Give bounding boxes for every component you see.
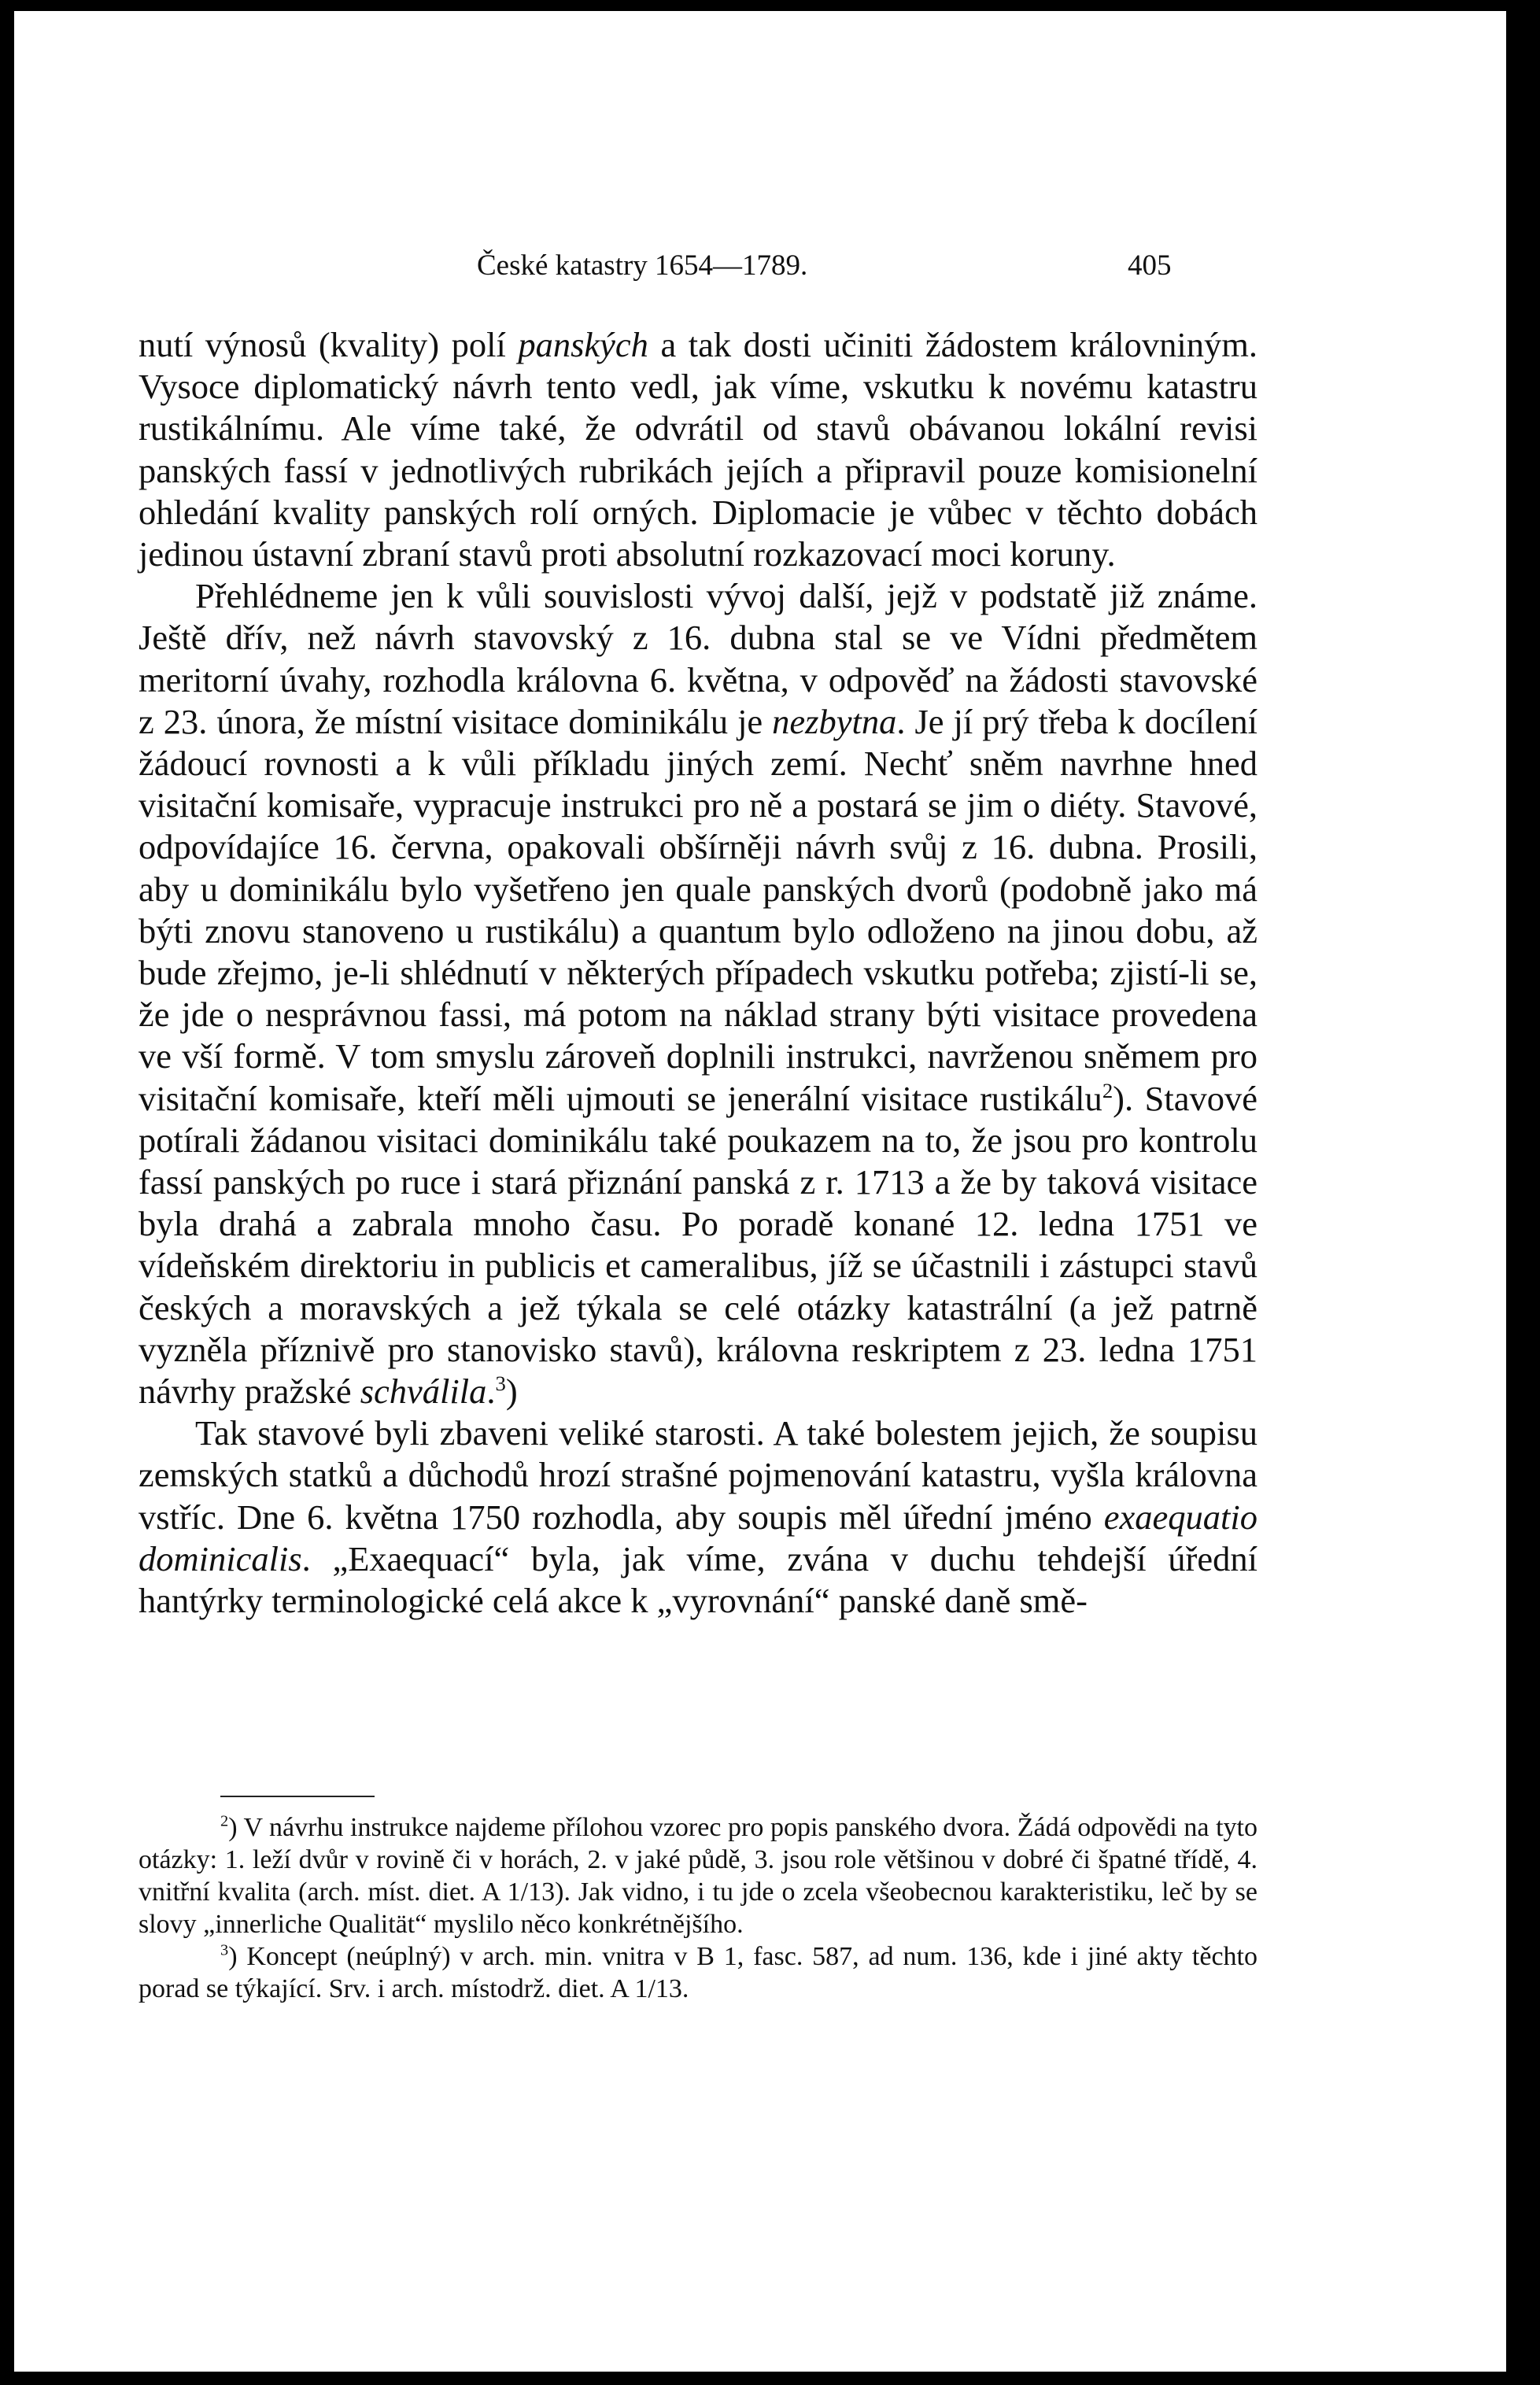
- italic-term: exaequatio dominicalis: [138, 1497, 1257, 1578]
- footnotes: [138, 1811, 1257, 2005]
- text-run: ). Stavové potírali žádanou visitaci dominikálu také poukazem na to, že jsou pro kontrolu fassí panských po ruce i stará přiznání panská z r. 1713 a že by taková visitace byla drahá a zabrala mnoho času. Po poradě konané 12. ledna 1751 ve vídeňském direktoriu in publicis et cameralibus, jíž se účastnili i zástupci stavů českých a moravských a jež týkala se celé otázky katastrální (a jež patrně vyzněla příznivě pro stanovisko stavů), královna reskriptem z 23. ledna 1751 návrhy pražské: [138, 1078, 1258, 1412]
- footnote-mark: 3: [220, 1941, 229, 1959]
- footnote-mark: 2: [220, 1812, 229, 1830]
- footnote-ref: 3: [495, 1372, 506, 1396]
- text-run: Přehlédneme jen k vůli souvislosti vývoj další, jejž v podstatě již známe. Ještě dřív, než návrh stavovský z 16. dubna stal se ve Vídni předmětem meritorní úvahy, rozhodla královna 6. května, v odpověď na žádosti stavovské z 23. února, že místní visitace dominikálu je: [138, 576, 1257, 741]
- running-head: České katastry 1654—1789.: [477, 249, 808, 282]
- footnote-text: ) Koncept (neúplný) v arch. min. vnitra v B 1, fasc. 587, ad num. 136, kde i jiné akty těchto porad se týkající. Srv. i arch. místodrž. diet. A 1/13.: [138, 1942, 1257, 2003]
- text-run: .: [486, 1372, 496, 1412]
- italic-term: nezbytna: [772, 701, 897, 741]
- paragraph-2: [138, 575, 1257, 1412]
- footnote-text: ) V návrhu instrukce najdeme přílohou vzorec pro popis panského dvora. Žádá odpovědi na tyto otázky: 1. leží dvůr v rovině či v horách, 2. v jaké půdě, 3. jsou role většinou v dobré či špatné třídě, 4. vnitřní kvalita (arch. míst. diet. A 1/13). Jak vidno, i tu jde o zcela všeobecnou karakteristiku, leč by se slovy „innerliche Qualität“ myslilo něco konkrétnějšího.: [138, 1813, 1257, 1939]
- paragraph-1: [138, 324, 1257, 575]
- italic-term: schválila: [360, 1372, 487, 1412]
- footnote-2: [138, 1811, 1257, 1940]
- footnote-rule: [220, 1796, 375, 1797]
- text-run: Tak stavové byli zbaveni veliké starosti. A také bolestem jejich, že soupisu zemských statků a důchodů hrozí strašné pojmenování katastru, vyšla královna vstříc. Dne 6. května 1750 rozhodla, aby soupis měl úřední jméno: [138, 1413, 1257, 1537]
- footnote-ref: 2: [1102, 1078, 1113, 1102]
- page-header: [14, 249, 1506, 296]
- text-run: a tak dosti učiniti žádostem královniným. Vysoce diplomatický návrh tento vedl, jak víme, vskutku k novému katastru rustikálnímu. Ale víme také, že odvrátil od stavů obávanou lokální revisi panských fassí v jednotlivých rubrikách jejích a připravil pouze komisionelní ohledání kvality panských rolí orných. Diplomacie je vůbec v těchto dobách jedinou ústavní zbraní stavů proti absolutní rozkazovací moci koruny.: [138, 325, 1257, 574]
- page-sheet: [14, 11, 1506, 2372]
- page-number: 405: [1128, 249, 1172, 282]
- text-run: . „Exaequací“ byla, jak víme, zvána v duchu tehdejší úřední hantýrky terminologické celá akce k „vyrovnání“ panské daně smě-: [138, 1538, 1257, 1621]
- scan-edge: [1506, 0, 1540, 2385]
- text-run: . Je jí prý třeba k docílení žádoucí rovnosti a k vůli příkladu jiných zemí. Nechť sněm navrhne hned visitační komisaře, vypracuje instrukci pro ně a postará se jim o diéty. Stavové, odpovídajíce 16. června, opakovali obšírněji návrh svůj z 16. dubna. Prosili, aby u dominikálu bylo vyšetřeno jen quale panských dvorů (podobně jako má býti znovu stanoveno u rustikálu) a quantum bylo odloženo na jinou dobu, až bude zřejmo, je-li shlédnutí v některých případech vskutku potřeba; zjistí-li se, že jde o nesprávnou fassi, má potom na náklad strany býti visitace provedena ve vší formě. V tom smyslu zároveň doplnili instrukci, navrženou sněmem pro visitační komisaře, kteří měli ujmouti se jenerální visitace rustikálu: [138, 701, 1257, 1118]
- text-run: ): [505, 1372, 518, 1412]
- footnote-3: [138, 1940, 1257, 2005]
- text-run: nutí výnosů (kvality) polí: [138, 325, 519, 364]
- main-text: [138, 324, 1257, 1622]
- italic-term: panských: [518, 325, 648, 364]
- paragraph-3: [138, 1412, 1257, 1622]
